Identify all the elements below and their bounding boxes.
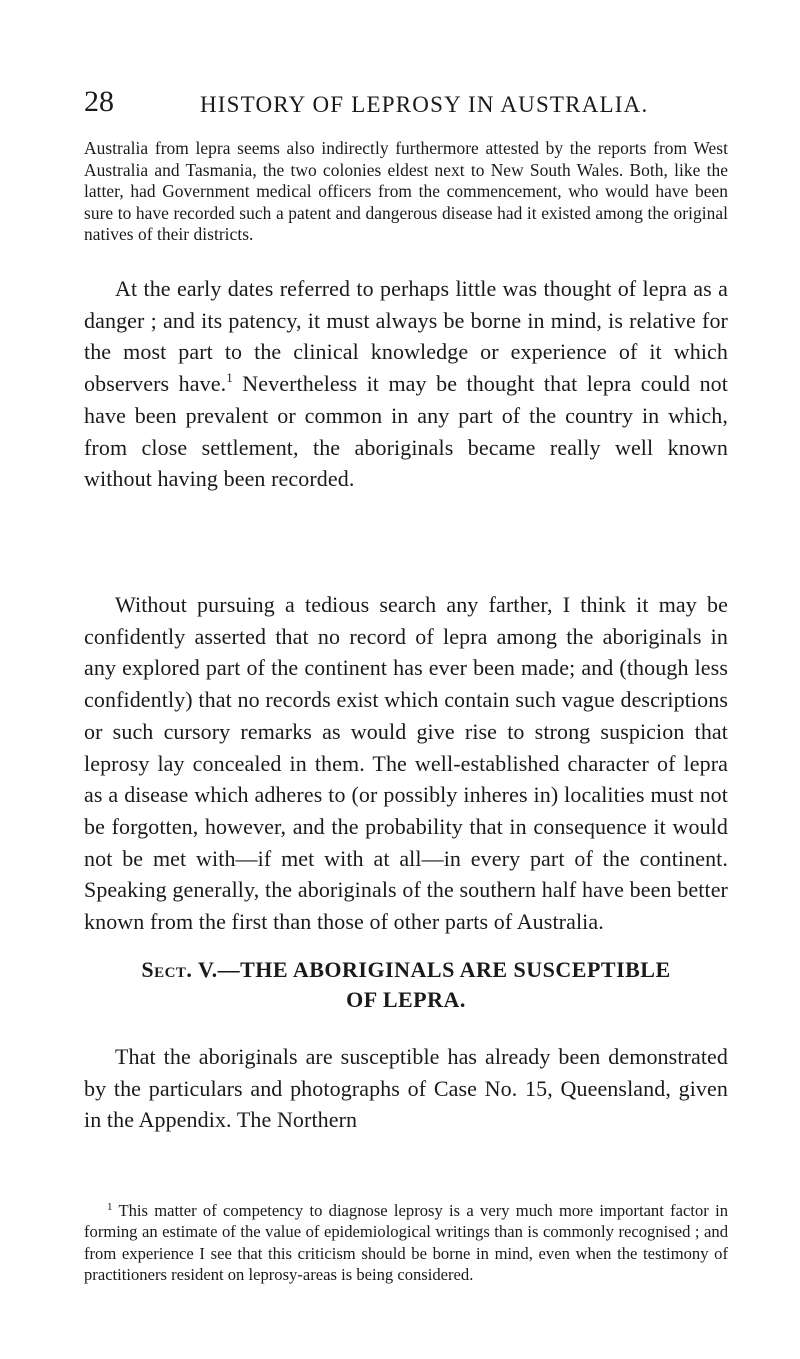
section-title-line-2: OF LEPRA. xyxy=(346,987,466,1012)
paragraph-text: Nevertheless it may be thought that lepra could not have been prevalent or common in any part of the country in which, from close settlement, the aboriginals became really well known without having been recorded. xyxy=(84,371,728,492)
footnote-text: This matter of competency to diagnose leprosy is a very much more important factor in forming an estimate of the value of epidemiological writings than is commonly recognised ; and from experience I see that this criticism should be borne in mind, even when the testimony of practitioners resident on leprosy-areas is being considered. xyxy=(84,1201,728,1285)
page-number: 28 xyxy=(84,85,114,118)
footnote-reference: 1 xyxy=(226,370,233,386)
running-title: HISTORY OF LEPROSY IN AUSTRALIA. xyxy=(200,92,649,117)
running-head xyxy=(84,84,724,124)
section-heading xyxy=(84,955,728,1015)
section-prefix: Sect. V.— xyxy=(141,957,241,982)
intro-paragraph: Australia from lepra seems also indirectly furthermore attested by the reports from West Australia and Tasmania, the two colonies eldest next to New South Wales. Both, like the latter, had Government medical officers from the commencement, who would have been sure to have recorded such a patent and dangerous disease had it existed among the original natives of their districts. xyxy=(84,138,728,245)
section-title-line-1: THE ABORIGINALS ARE SUSCEPTIBLE xyxy=(240,957,671,982)
paragraph-without-pursuing: Without pursuing a tedious search any farther, I think it may be confidently asserted that no record of lepra among the aboriginals in any explored part of the continent has ever been made; and (though less confidently) that no records exist which contain such vague descriptions or such cursory remarks as would give rise to strong suspicion that leprosy lay concealed in them. The well-established character of lepra as a disease which adheres to (or possibly inheres in) localities must not be forgotten, however, and the probability that in consequence it would not be met with—if met with at all—in every part of the continent. Speaking generally, the aboriginals of the southern half have been better known from the first than those of other parts of Australia. xyxy=(84,592,728,935)
footnote xyxy=(84,1200,728,1286)
paragraph-early-dates xyxy=(84,273,728,495)
paragraph-susceptible: That the aboriginals are susceptible has already been demonstrated by the particulars and photographs of Case No. 15, Queensland, given in the Appendix. The Northern xyxy=(84,1044,728,1133)
paragraph-text: At the early dates referred to perhaps little was thought of lepra as a danger ; and its patency, it must always be borne in mind, is relative for the most part to the clinical knowledge or experience of it which observers have. xyxy=(84,276,728,397)
footnote-mark: 1 xyxy=(107,1201,113,1213)
